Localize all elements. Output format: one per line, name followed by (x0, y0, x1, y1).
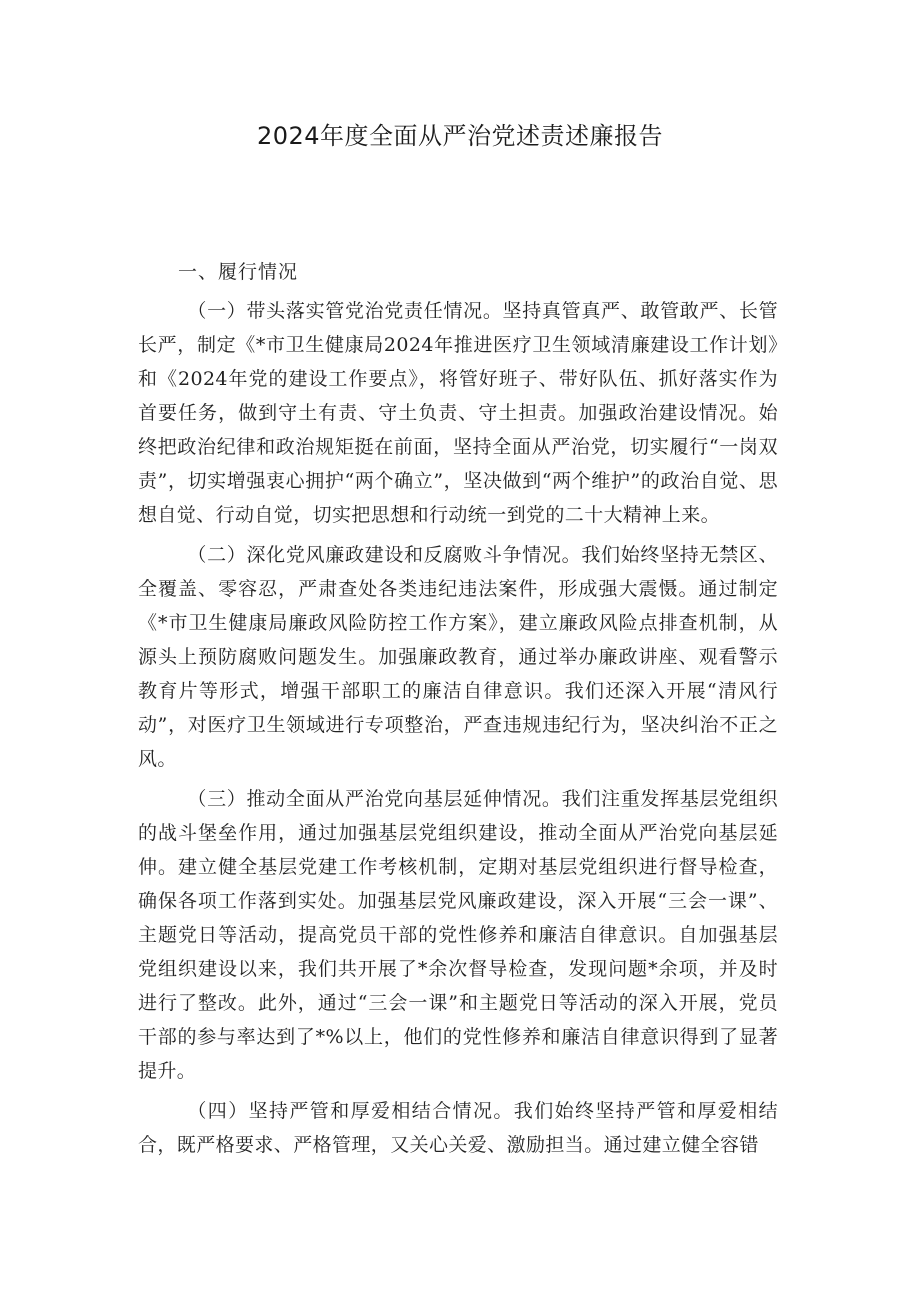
paragraph-1: （一）带头落实管党治党责任情况。坚持真管真严、敢管敢严、长管长严，制定《*市卫生健康局2024年推进医疗卫生领域清廉建设工作计划》和《2024年党的建设工作要点》，将管好班子、带好队伍、抓好落实作为首要任务，做到守土有责、守土负责、守土担责。加强政治建设情况。始终把政治纪律和政治规矩挺在前面，坚持全面从严治党，切实履行“一岗双责”，切实增强衷心拥护“两个确立”，坚决做到“两个维护”的政治自觉、思想自觉、行动自觉，切实把思想和行动统一到党的二十大精神上来。 (138, 300, 778, 526)
paragraph-3: （三）推动全面从严治党向基层延伸情况。我们注重发挥基层党组织的战斗堡垒作用，通过加强基层党组织建设，推动全面从严治党向基层延伸。建立健全基层党建工作考核机制，定期对基层党组织进行督导检查，确保各项工作落到实处。加强基层党风廉政建设，深入开展“三会一课”、主题党日等活动，提高党员干部的党性修养和廉洁自律意识。自加强基层党组织建设以来，我们共开展了*余次督导检查，发现问题*余项，并及时进行了整改。此外，通过“三会一课”和主题党日等活动的深入开展，党员干部的参与率达到了*%以上，他们的党性修养和廉洁自律意识得到了显著提升。 (138, 788, 778, 1082)
document-body (138, 256, 778, 1162)
paragraph-2: （二）深化党风廉政建设和反腐败斗争情况。我们始终坚持无禁区、全覆盖、零容忍，严肃查处各类违纪违法案件，形成强大震慑。通过制定《*市卫生健康局廉政风险防控工作方案》，建立廉政风险点排查机制，从源头上预防腐败问题发生。加强廉政教育，通过举办廉政讲座、观看警示教育片等形式，增强干部职工的廉洁自律意识。我们还深入开展“清风行动”，对医疗卫生领域进行专项整治，严查违规违纪行为，坚决纠治不正之风。 (138, 544, 778, 770)
document-title: 2024年度全面从严治党述责述廉报告 (256, 122, 664, 150)
section-heading: 一、履行情况 (178, 261, 299, 283)
paragraph-4: （四）坚持严管和厚爱相结合情况。我们始终坚持严管和厚爱相结合，既严格要求、严格管理，又关心关爱、激励担当。通过建立健全容错 (138, 1100, 778, 1156)
